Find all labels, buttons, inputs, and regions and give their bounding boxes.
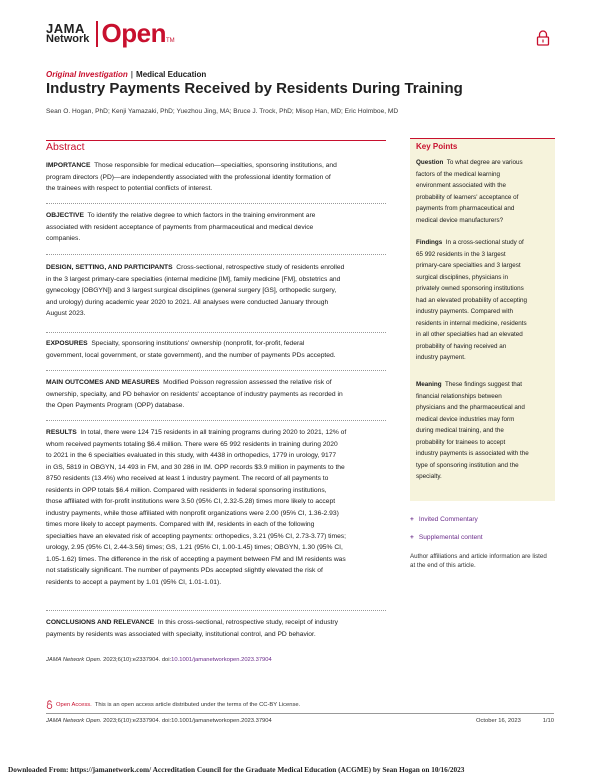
author-list: Sean O. Hogan, PhD; Kenji Yamazaki, PhD; Yuezhou Jing, MA; Bruce J. Trock, PhD; Misop Han, MD; Eric Holmboe, MD (46, 108, 399, 115)
abstract-conclusions: CONCLUSIONS AND RELEVANCE In this cross-sectional, retrospective study, receipt of industry payments by residents was associated with specialty, institutional control, and PD behavior. (46, 619, 338, 638)
logo-open-text: Open (101, 18, 166, 48)
abstract-heading: Abstract (46, 140, 386, 153)
publication-date: October 16, 2023 (476, 718, 521, 724)
abstract-design: DESIGN, SETTING, AND PARTICIPANTS Cross-sectional, retrospective study of residents enrolled in the 3 largest primary-care specialties (internal medicine [IM], family medicine [FM], obstetrics and gynecology [OBGYN]) and 3 largest surgical disciplines (general surgery [GS], orthopedic surgery, and urology) during academic year 2020 to 2021. All analyses were conducted January through August 2023. (46, 264, 345, 317)
article-section[interactable]: Medical Education (136, 70, 207, 79)
open-access-notice: Open Access. This is an open access article distributed under the terms of the CC-BY License. (46, 700, 300, 709)
citation-line: JAMA Network Open. 2023;6(10):e2337904. doi:10.1001/jamanetworkopen.2023.37904 (46, 657, 272, 663)
logo-network-text: Network (46, 32, 90, 45)
outcomes-label: MAIN OUTCOMES AND MEASURES (46, 379, 160, 386)
key-points-question: Question To what degree are various factors of the medical learning environment associated with the probability of learners' acceptance of payments from pharmaceutical and medical device manufacturers? (416, 159, 523, 224)
section-divider (46, 420, 386, 421)
logo-divider (96, 21, 98, 47)
section-divider (46, 332, 386, 333)
section-divider (46, 370, 386, 371)
importance-label: IMPORTANCE (46, 162, 91, 169)
abstract-importance: IMPORTANCE Those responsible for medical education—specialties, sponsoring institutions, and program directors (PD)—are independently associated with the professional identity formation of the trainees with respect to potential conflicts of interest. (46, 162, 337, 192)
article-title: Industry Payments Received by Residents During Training (46, 80, 463, 97)
logo-trademark: TM (165, 37, 175, 44)
open-access-label[interactable]: Open Access. (56, 701, 92, 708)
article-type-tag: Original Investigation | Medical Education (46, 70, 207, 79)
page-footer: JAMA Network Open. 2023;6(10):e2337904. doi:10.1001/jamanetworkopen.2023.37904 October 16, 2023 1/10 (46, 718, 554, 724)
article-type[interactable]: Original Investigation (46, 70, 128, 79)
plus-icon: + (410, 516, 414, 523)
section-divider (46, 610, 386, 611)
abstract-outcomes: MAIN OUTCOMES AND MEASURES Modified Poisson regression assessed the relative risk of ownership, specialty, and PD behavior on residents' acceptance of industry payments as recorded in the Open Payments Program (OPP) database. (46, 379, 343, 409)
section-divider (46, 254, 386, 255)
objective-label: OBJECTIVE (46, 212, 84, 219)
key-points-findings: Findings In a cross-sectional study of 65 992 residents in the 3 largest primary-care specialties and 3 largest surgical disciplines, physicians in privately owned sponsoring institutions had an elevated probability of accepting industry payments. Compared with residents in internal medicine, residents in all other specialties had an elevated probability of having received an industry payment. (416, 239, 527, 361)
footer-rule (46, 713, 554, 714)
doi-link[interactable]: 10.1001/jamanetworkopen.2023.37904 (171, 657, 272, 663)
key-points-meaning: Meaning These findings suggest that financial relationships between physicians and the pharmaceutical and medical device industries may form during medical training, and the probability for trainees to accept industry payments is associated with the type of sponsoring institution and the specialty. (416, 381, 529, 480)
conclusions-label: CONCLUSIONS AND RELEVANCE (46, 619, 155, 626)
invited-commentary-link[interactable]: + Invited Commentary (410, 516, 478, 523)
key-points-heading: Key Points (416, 142, 458, 151)
author-affiliations-note: Author affiliations and article information are listed at the end of this article. (410, 553, 547, 569)
design-label: DESIGN, SETTING, AND PARTICIPANTS (46, 264, 173, 271)
supplemental-content-link[interactable]: + Supplemental content (410, 534, 483, 541)
key-points-box (410, 138, 555, 501)
logo-jama-text: JAMA (46, 20, 85, 36)
abstract-exposures: EXPOSURES Specialty, sponsoring institutions' ownership (nonprofit, for-profit, federal government, local government, or state government), and the number of payments PDs accepted. (46, 340, 336, 359)
download-stamp: Downloaded From: https://jamanetwork.com/ Accreditation Council for the Graduate Medical Education (ACGME) by Sean Hogan on 10/16/2023 (8, 765, 465, 774)
abstract-objective: OBJECTIVE To identify the relative degree to which factors in the training environment are associated with resident acceptance of payments from pharmaceutical and medical device companies. (46, 212, 316, 242)
results-label: RESULTS (46, 429, 77, 436)
lock-icon (536, 30, 550, 46)
abstract-results: RESULTS In total, there were 124 715 residents in all training programs during 2020 to 2021, 12% of whom received payments totaling $6.4 million. There were 65 992 residents in training during 2020 to 2021 in the 6 specialties evaluated in this study, with 4438 in orthopedics, 1779 in urology, 9177 in GS, 5819 in OBGYN, 14 493 in FM, and 30 286 in IM. OPP records $3.9 million in payments to the 8750 residents (13.4%) who received at least 1 industry payment. The record of all payments to residents in OPP totals $6.4 million. Compared with residents in federal sponsoring institutions, those affiliated with for-profit institutions were 3.50 (95% CI, 2.32-5.28) times more likely to accept industry payments, while those affiliated with nonprofit organizations were 2.00 (95% CI, 1.36-2.93) times more likely to accept payments. Compared with IM, residents in each of the following specialties have an elevated risk of accepting payments: orthopedics, 3.21 (95% CI, 2.73-3.77) times; urology, 2.95 (95% CI, 2.44-3.56) times; GS, 1.21 (95% CI, 1.00-1.45) times; OBGYN, 1.30 (95% CI, 1.05-1.62) times. The difference in the risk of accepting a payment between FM and IM residents was not statistically significant. The number of payments PDs accepted slightly elevated the risk of residents to accept a payment by 1.01 (95% CI, 1.01-1.01). (46, 429, 347, 586)
open-access-icon (46, 700, 53, 709)
exposures-label: EXPOSURES (46, 340, 88, 347)
plus-icon: + (410, 534, 414, 541)
page-number: 1/10 (542, 718, 554, 724)
jama-network-open-logo (46, 18, 175, 49)
section-divider (46, 203, 386, 204)
